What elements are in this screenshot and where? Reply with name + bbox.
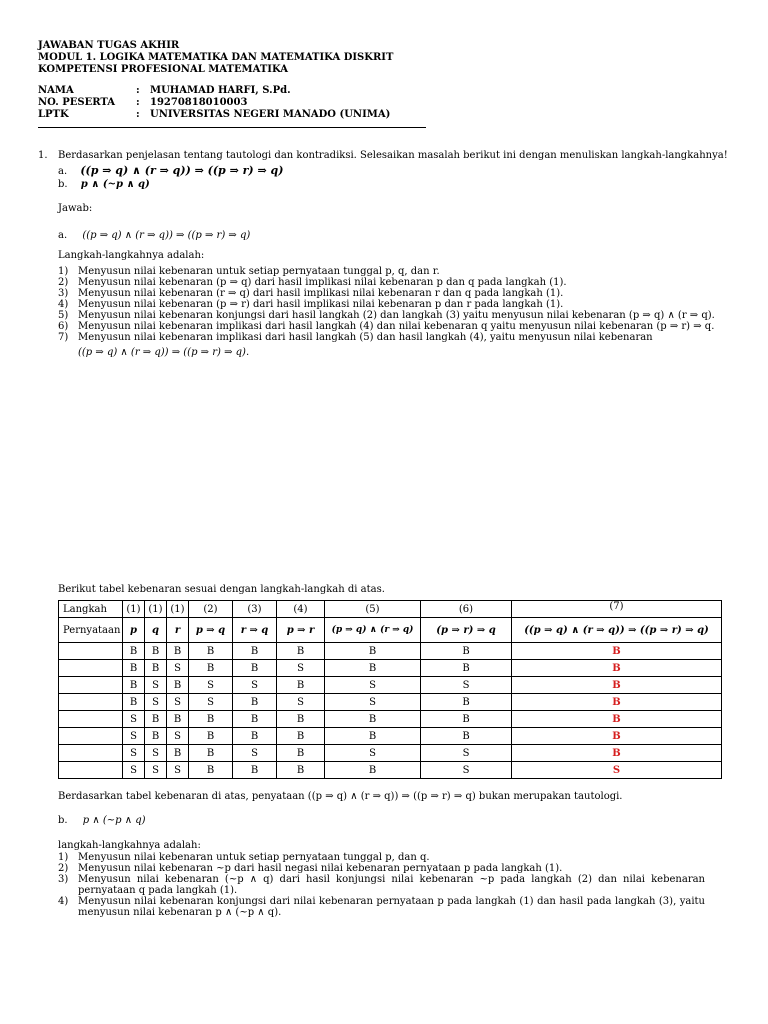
list-item: 4) Menyusun nilai kebenaran konjungsi dari nilai kebenaran pernyataan p pada langkah (1) dan hasil pada langkah (3), yaitu menyusun nilai kebenaran p ∧ (~p ∧ q). bbox=[58, 896, 705, 918]
table-cell: S bbox=[421, 745, 512, 762]
list-item: 6) Menyusun nilai kebenaran implikasi dari hasil langkah (4) dan nilai kebenaran q yaitu menyusun nilai kebenaran (p ⇒ r) ⇒ q. bbox=[58, 321, 715, 332]
answer-a-label: a. bbox=[58, 230, 68, 241]
list-item: 1) Menyusun nilai kebenaran untuk setiap pernyataan tunggal p, q, dan r. bbox=[58, 266, 440, 277]
table-cell: B bbox=[167, 711, 189, 728]
table-cell: S bbox=[277, 660, 325, 677]
table-row bbox=[59, 728, 722, 745]
row-label: Pernyataan bbox=[59, 618, 123, 643]
table-cell: B bbox=[189, 745, 233, 762]
steps-b-title: langkah-langkahnya adalah: bbox=[58, 840, 201, 851]
identity-row-number: NO. PESERTA : 19270818010003 bbox=[38, 97, 248, 108]
table-cell: B bbox=[145, 660, 167, 677]
table-cell: S bbox=[167, 694, 189, 711]
table-row-steps bbox=[59, 601, 722, 618]
step-cell: (6) bbox=[421, 601, 512, 618]
table-cell: S bbox=[167, 762, 189, 779]
doc-title: JAWABAN TUGAS AKHIR bbox=[38, 40, 180, 51]
question-item-b bbox=[58, 179, 150, 190]
result-cell: B bbox=[512, 694, 722, 711]
table-cell: B bbox=[421, 694, 512, 711]
step-cell: (5) bbox=[325, 601, 421, 618]
row-label-empty bbox=[59, 762, 123, 779]
table-cell: B bbox=[325, 643, 421, 660]
item-a-formula: ((p ⇒ q) ∧ (r ⇒ q)) ⇒ ((p ⇒ r) ⇒ q) bbox=[80, 164, 284, 177]
table-cell: B bbox=[233, 711, 277, 728]
result-cell: B bbox=[512, 677, 722, 694]
step-cell: (1) bbox=[145, 601, 167, 618]
table-cell: B bbox=[277, 762, 325, 779]
identity-label: NAMA bbox=[38, 85, 74, 96]
table-cell: B bbox=[123, 660, 145, 677]
table-cell: S bbox=[421, 762, 512, 779]
result-cell: S bbox=[512, 762, 722, 779]
table-cell: S bbox=[123, 711, 145, 728]
statement-cell: p bbox=[123, 618, 145, 643]
question-item-a bbox=[58, 165, 283, 177]
identity-value: 19270818010003 bbox=[150, 97, 248, 108]
steps-b-list bbox=[58, 852, 705, 918]
statement-cell: p ⇒ q bbox=[189, 618, 233, 643]
table-cell: B bbox=[421, 660, 512, 677]
table-cell: B bbox=[167, 745, 189, 762]
table-cell: B bbox=[325, 762, 421, 779]
steps-a-list bbox=[58, 266, 738, 363]
table-cell: S bbox=[123, 745, 145, 762]
table-intro: Berikut tabel kebenaran sesuai dengan langkah-langkah di atas. bbox=[58, 584, 385, 595]
result-cell: B bbox=[512, 728, 722, 745]
statement-cell: p ⇒ r bbox=[277, 618, 325, 643]
table-cell: B bbox=[189, 762, 233, 779]
list-item: 4) Menyusun nilai kebenaran (p ⇒ r) dari hasil implikasi nilai kebenaran p dan r pada langkah (1). bbox=[58, 299, 564, 310]
answer-b bbox=[58, 815, 146, 826]
table-row-statements bbox=[59, 618, 722, 643]
table-cell: B bbox=[325, 728, 421, 745]
table-cell: S bbox=[123, 728, 145, 745]
table-cell: S bbox=[189, 677, 233, 694]
answer-b-formula: p ∧ (~p ∧ q) bbox=[82, 815, 146, 826]
table-cell: B bbox=[421, 728, 512, 745]
list-item: 1) Menyusun nilai kebenaran untuk setiap pernyataan tunggal p, dan q. bbox=[58, 852, 430, 863]
table-row bbox=[59, 762, 722, 779]
table-cell: S bbox=[325, 677, 421, 694]
table-cell: S bbox=[167, 728, 189, 745]
statement-cell: q bbox=[145, 618, 167, 643]
statement-cell: r ⇒ q bbox=[233, 618, 277, 643]
table-cell: B bbox=[167, 677, 189, 694]
statement-cell: ((p ⇒ q) ∧ (r ⇒ q)) ⇒ ((p ⇒ r) ⇒ q) bbox=[512, 618, 722, 643]
table-cell: B bbox=[145, 643, 167, 660]
table-cell: B bbox=[189, 660, 233, 677]
row-label-empty bbox=[59, 728, 123, 745]
table-cell: S bbox=[145, 745, 167, 762]
table-cell: B bbox=[277, 745, 325, 762]
list-item: 3) Menyusun nilai kebenaran (r ⇒ q) dari hasil implikasi nilai kebenaran r dan q pada langkah (1). bbox=[58, 288, 564, 299]
table-cell: B bbox=[233, 643, 277, 660]
row-label: Langkah bbox=[59, 601, 123, 618]
table-cell: S bbox=[145, 694, 167, 711]
table-row bbox=[59, 694, 722, 711]
step-cell: (1) bbox=[167, 601, 189, 618]
question-text: Berdasarkan penjelasan tentang tautologi dan kontradiksi. Selesaikan masalah berikut ini dengan menuliskan langkah-langkahnya! bbox=[58, 150, 728, 161]
table-cell: B bbox=[167, 643, 189, 660]
result-cell: B bbox=[512, 711, 722, 728]
table-cell: S bbox=[123, 762, 145, 779]
identity-label: LPTK bbox=[38, 109, 69, 120]
question-number: 1. bbox=[38, 150, 48, 161]
table-row bbox=[59, 677, 722, 694]
table-row bbox=[59, 660, 722, 677]
step-cell: (4) bbox=[277, 601, 325, 618]
table-cell: B bbox=[145, 711, 167, 728]
list-item: 3) Menyusun nilai kebenaran (~p ∧ q) dari hasil konjungsi nilai kebenaran ~p pada langkah (2) dan nilai kebenaran pernyataan q pada langkah (1). bbox=[58, 874, 705, 896]
answer-b-label: b. bbox=[58, 815, 68, 826]
item-b-formula: p ∧ (~p ∧ q) bbox=[80, 179, 150, 190]
table-cell: B bbox=[189, 711, 233, 728]
statement-cell: r bbox=[167, 618, 189, 643]
table-cell: B bbox=[421, 643, 512, 660]
list-item: 7) Menyusun nilai kebenaran implikasi dari hasil langkah (5) dan hasil langkah (4), yaitu menyusun nilai kebenaran bbox=[58, 332, 653, 343]
result-cell: B bbox=[512, 745, 722, 762]
identity-block bbox=[38, 85, 390, 121]
header-divider bbox=[38, 127, 426, 128]
row-label-empty bbox=[59, 745, 123, 762]
answer-heading: Jawab: bbox=[58, 203, 93, 214]
list-item: 2) Menyusun nilai kebenaran ~p dari hasil negasi nilai kebenaran pernyataan p pada langkah (1). bbox=[58, 863, 563, 874]
table-cell: B bbox=[233, 762, 277, 779]
statement-cell: (p ⇒ r) ⇒ q bbox=[421, 618, 512, 643]
table-cell: S bbox=[277, 694, 325, 711]
step-cell: (2) bbox=[189, 601, 233, 618]
module-title: MODUL 1. LOGIKA MATEMATIKA DAN MATEMATIKA DISKRIT bbox=[38, 52, 394, 63]
identity-value: MUHAMAD HARFI, S.Pd. bbox=[150, 85, 291, 96]
table-cell: B bbox=[325, 660, 421, 677]
item-label: b. bbox=[58, 179, 68, 190]
row-label-empty bbox=[59, 643, 123, 660]
table-cell: B bbox=[277, 643, 325, 660]
row-label-empty bbox=[59, 660, 123, 677]
table-cell: S bbox=[233, 677, 277, 694]
table-cell: B bbox=[123, 643, 145, 660]
table-cell: S bbox=[145, 762, 167, 779]
step-cell: (1) bbox=[123, 601, 145, 618]
table-cell: S bbox=[167, 660, 189, 677]
table-cell: S bbox=[325, 694, 421, 711]
table-row bbox=[59, 643, 722, 660]
table-row bbox=[59, 745, 722, 762]
truth-table bbox=[58, 600, 722, 779]
list-item: 2) Menyusun nilai kebenaran (p ⇒ q) dari hasil implikasi nilai kebenaran p dan q pada langkah (1). bbox=[58, 277, 567, 288]
table-cell: S bbox=[233, 745, 277, 762]
table-cell: B bbox=[233, 728, 277, 745]
table-cell: S bbox=[421, 677, 512, 694]
identity-row-lptk: LPTK : UNIVERSITAS NEGERI MANADO (UNIMA) bbox=[38, 109, 391, 120]
row-label-empty bbox=[59, 677, 123, 694]
table-cell: B bbox=[189, 643, 233, 660]
table-cell: B bbox=[277, 728, 325, 745]
result-cell: B bbox=[512, 660, 722, 677]
table-cell: B bbox=[233, 660, 277, 677]
table-cell: B bbox=[233, 694, 277, 711]
table-cell: S bbox=[145, 677, 167, 694]
table-cell: S bbox=[325, 745, 421, 762]
table-cell: B bbox=[421, 711, 512, 728]
table-cell: S bbox=[189, 694, 233, 711]
table-row bbox=[59, 711, 722, 728]
list-item: 5) Menyusun nilai kebenaran konjungsi dari hasil langkah (2) dan langkah (3) yaitu menyusun nilai kebenaran (p ⇒ q) ∧ (r ⇒ q). bbox=[58, 310, 715, 321]
step-cell: (7) bbox=[512, 601, 722, 618]
table-cell: B bbox=[189, 728, 233, 745]
statement-cell: (p ⇒ q) ∧ (r ⇒ q) bbox=[325, 618, 421, 643]
identity-value: UNIVERSITAS NEGERI MANADO (UNIMA) bbox=[150, 109, 391, 120]
table-cell: B bbox=[277, 711, 325, 728]
table-cell: B bbox=[123, 694, 145, 711]
table-cell: B bbox=[325, 711, 421, 728]
competency-title: KOMPETENSI PROFESIONAL MATEMATIKA bbox=[38, 64, 289, 75]
identity-label: NO. PESERTA bbox=[38, 97, 116, 108]
result-cell: B bbox=[512, 643, 722, 660]
item-label: a. bbox=[58, 166, 68, 177]
answer-a-formula: ((p ⇒ q) ∧ (r ⇒ q)) ⇒ ((p ⇒ r) ⇒ q) bbox=[82, 230, 251, 241]
table-cell: B bbox=[145, 728, 167, 745]
steps-a-title: Langkah-langkahnya adalah: bbox=[58, 250, 205, 261]
answer-a bbox=[58, 230, 250, 241]
step-cell: (3) bbox=[233, 601, 277, 618]
step-7-formula: ((p ⇒ q) ∧ (r ⇒ q)) ⇒ ((p ⇒ r) ⇒ q). bbox=[78, 347, 250, 358]
table-cell: B bbox=[123, 677, 145, 694]
row-label-empty bbox=[59, 694, 123, 711]
table-conclusion: Berdasarkan tabel kebenaran di atas, penyataan ((p ⇒ q) ∧ (r ⇒ q)) ⇒ ((p ⇒ r) ⇒ q) bukan merupakan tautologi. bbox=[58, 791, 623, 802]
identity-row-name: NAMA : MUHAMAD HARFI, S.Pd. bbox=[38, 85, 291, 96]
table-cell: B bbox=[277, 677, 325, 694]
row-label-empty bbox=[59, 711, 123, 728]
